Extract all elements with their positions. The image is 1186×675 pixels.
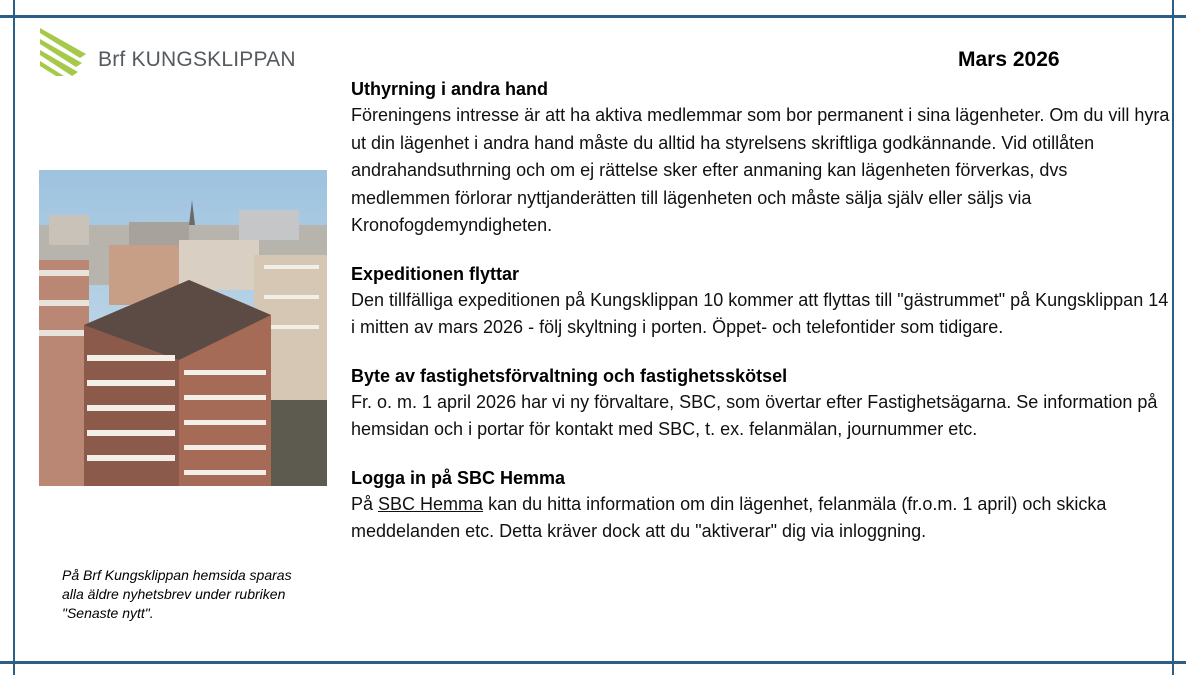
sbc-hemma-link[interactable]: SBC Hemma — [378, 493, 484, 514]
section-body: Föreningens intresse är att ha aktiva medlemmar som bor permanent i sina lägenheter. Om du vill hyra ut din lägenhet i andra hand måste du alltid ha styrelsens skriftliga godkännande. Vid otillåten andrahandsuthrning och om ej rättelse sker efter anmaning kan lägenheten förverkas, dvs medlemmen förlorar nyttjanderätten till lägenheten och måste sälja själv eller säljs via Kronofogdemyndigheten. — [351, 105, 1170, 235]
newsletter-content — [351, 76, 1171, 567]
frame-bottom-border — [0, 661, 1186, 664]
section-heading: Logga in på SBC Hemma — [351, 467, 566, 488]
section-property-management — [351, 363, 1171, 444]
section-heading: Uthyrning i andra hand — [351, 79, 549, 99]
section-body: Fr. o. m. 1 april 2026 har vi ny förvaltare, SBC, som övertar efter Fastighetsägarna. Se information på hemsidan och i portar för kontakt med SBC, t. ex. felanmälan, journummer etc. — [351, 391, 1158, 439]
section-body — [351, 491, 1171, 546]
body-suffix: kan du hitta information om din lägenhet, felanmäla (fr.o.m. 1 april) och skicka meddelanden etc. Detta kräver dock att du "aktiverar" dig via inloggning. — [351, 493, 1107, 541]
section-subletting — [351, 76, 1171, 240]
section-body: Den tillfälliga expeditionen på Kungsklippan 10 kommer att flyttas till "gästrummet" på Kungsklippan 14 i mitten av mars 2026 - följ skyltning i porten. Öppet- och telefontider som tidigare. — [351, 289, 1169, 337]
brand-name: Brf KUNGSKLIPPAN — [98, 48, 296, 71]
frame-left-border — [13, 0, 15, 675]
section-office-move — [351, 261, 1171, 342]
section-sbc-login — [351, 465, 1171, 546]
issue-date: Mars 2026 — [958, 48, 1060, 71]
frame-top-border — [0, 15, 1186, 18]
frame-right-border — [1172, 0, 1174, 675]
section-heading: Byte av fastighetsförvaltning och fastighetsskötsel — [351, 365, 788, 386]
brand-logo — [38, 26, 298, 80]
archive-caption: På Brf Kungsklippan hemsida sparas alla äldre nyhetsbrev under rubriken "Senaste nytt". — [62, 567, 292, 621]
section-heading: Expeditionen flyttar — [351, 263, 520, 284]
apartment-buildings-photo — [39, 170, 327, 486]
stripes-logo-icon — [38, 26, 92, 80]
body-prefix: På — [351, 493, 379, 514]
